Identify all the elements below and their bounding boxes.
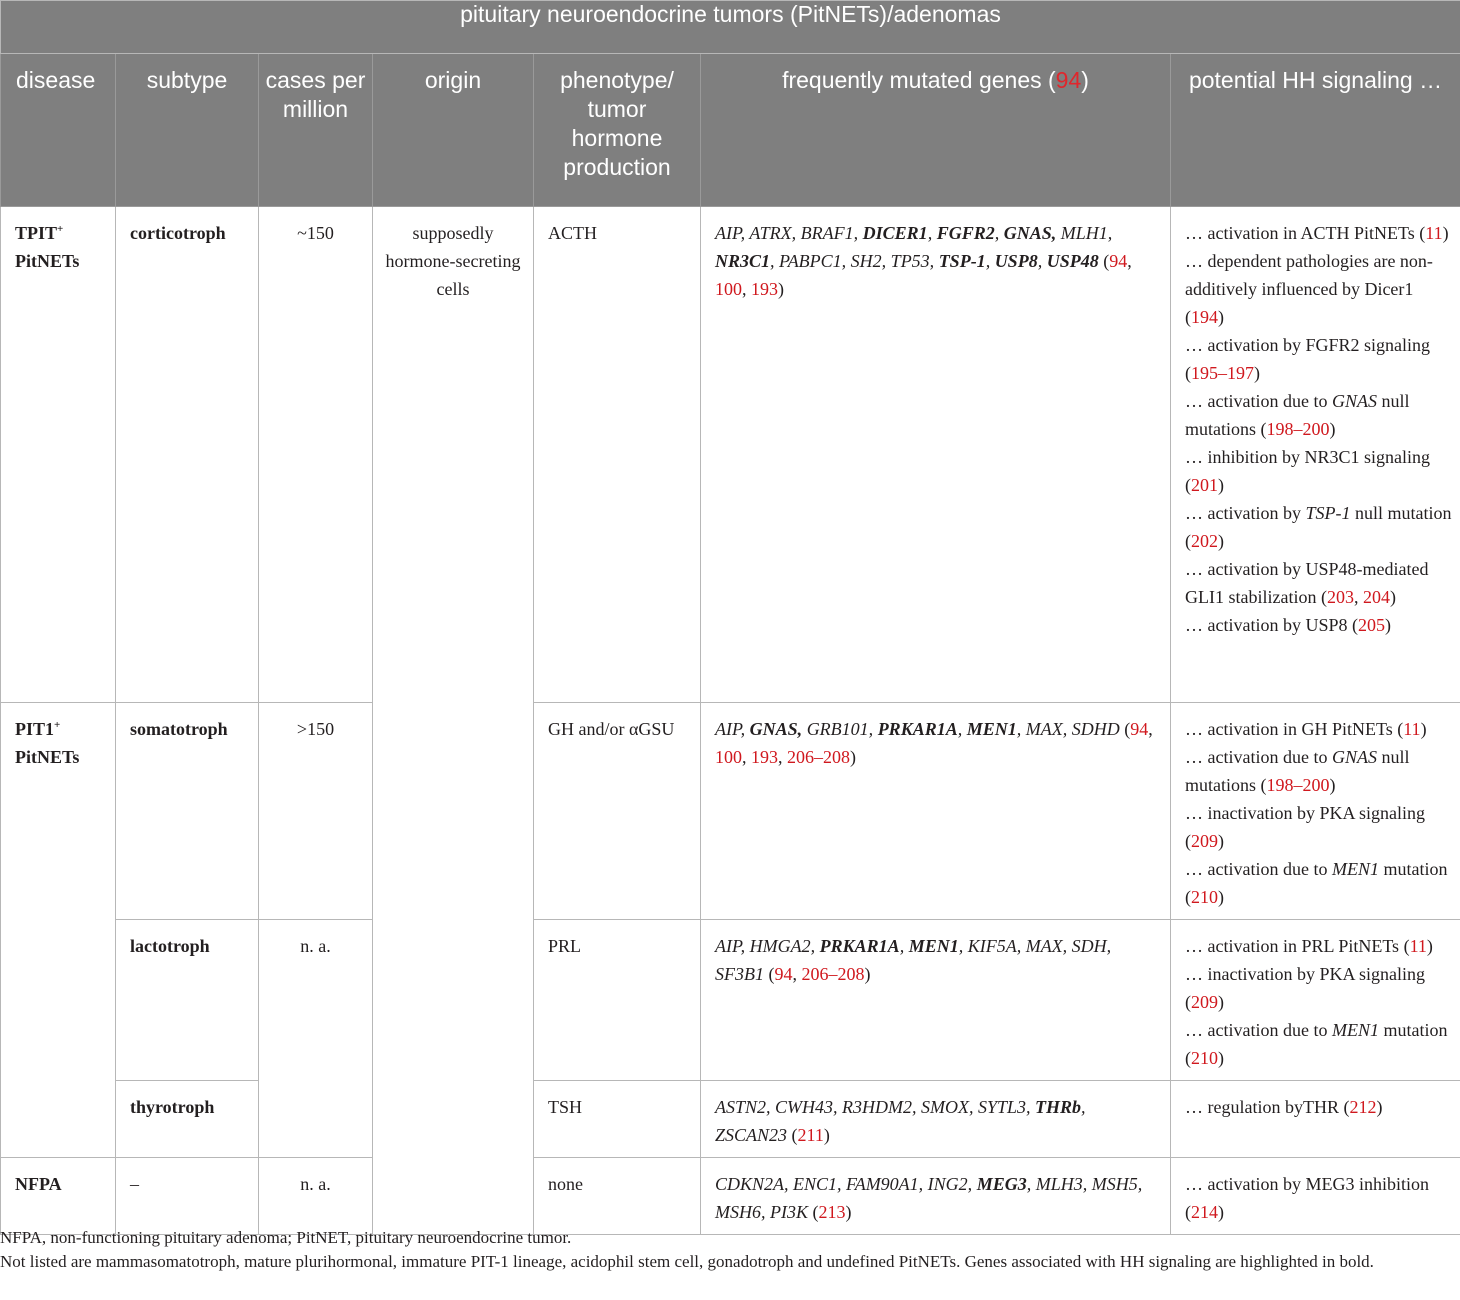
disease-name: TPIT bbox=[15, 223, 58, 243]
genes-cell: AIP, ATRX, BRAF1, DICER1, FGFR2, GNAS, MLH1, NR3C1, PABPC1, SH2, TP53, TSP-1, USP8, USP48 (94, 100, 193) bbox=[701, 207, 1171, 703]
subtype-cell: somatotroph bbox=[116, 703, 259, 920]
genes-cell: AIP, HMGA2, PRKAR1A, MEN1, KIF5A, MAX, SDH, SF3B1 (94, 206–208) bbox=[701, 920, 1171, 1081]
origin-cell: supposedly hormone-secreting cells bbox=[373, 207, 534, 1235]
disease-cell: NFPA bbox=[1, 1158, 116, 1235]
disease-name: PIT1 bbox=[15, 719, 55, 739]
genes-header-text: frequently mutated genes ( bbox=[782, 67, 1056, 93]
hh-cell: … activation by MEG3 inhibition (214) bbox=[1171, 1158, 1460, 1235]
cases-cell: n. a. bbox=[259, 1158, 373, 1235]
cases-cell: n. a. bbox=[259, 920, 373, 1158]
phenotype-cell: GH and/or αGSU bbox=[534, 703, 701, 920]
subtype-cell: thyrotroph bbox=[116, 1081, 259, 1158]
table-footnotes bbox=[0, 1226, 1460, 1274]
disease-suffix: PitNETs bbox=[15, 747, 80, 767]
cases-cell: ~150 bbox=[259, 207, 373, 703]
genes-cell: AIP, GNAS, GRB101, PRKAR1A, MEN1, MAX, SDHD (94, 100, 193, 206–208) bbox=[701, 703, 1171, 920]
genes-cell: CDKN2A, ENC1, FAM90A1, ING2, MEG3, MLH3, MSH5, MSH6, PI3K (213) bbox=[701, 1158, 1171, 1235]
table-row bbox=[1, 1158, 1460, 1235]
phenotype-cell: ACTH bbox=[534, 207, 701, 703]
phenotype-cell: none bbox=[534, 1158, 701, 1235]
col-header-origin: origin bbox=[373, 54, 534, 207]
subtype-cell: lactotroph bbox=[116, 920, 259, 1081]
col-header-phenotype: phenotype/ tumor hormone production bbox=[534, 54, 701, 207]
phenotype-cell: TSH bbox=[534, 1081, 701, 1158]
header-row bbox=[1, 54, 1460, 207]
col-header-cases: cases per million bbox=[259, 54, 373, 207]
subtype-cell: – bbox=[116, 1158, 259, 1235]
hh-cell: … activation in PRL PitNETs (11) … inactivation by PKA signaling (209) … activation due to MEN1 mutation (210) bbox=[1171, 920, 1460, 1081]
footnote-abbreviations: NFPA, non-functioning pituitary adenoma; PitNET, pituitary neuroendocrine tumor. bbox=[0, 1228, 572, 1247]
table-row bbox=[1, 920, 1460, 1081]
col-header-subtype: subtype bbox=[116, 54, 259, 207]
col-header-disease: disease bbox=[1, 54, 116, 207]
disease-cell bbox=[1, 207, 116, 703]
disease-sup: + bbox=[54, 719, 61, 731]
footnote-note: Not listed are mammasomatotroph, mature plurihormonal, immature PIT-1 lineage, acidophil stem cell, gonadotroph and undefined PitNETs. Genes associated with HH signaling are highlighted in bold. bbox=[0, 1252, 1374, 1271]
genes-cell: ASTN2, CWH43, R3HDM2, SMOX, SYTL3, THRb, ZSCAN23 (211) bbox=[701, 1081, 1171, 1158]
cases-cell: >150 bbox=[259, 703, 373, 920]
genes-header-ref: 94 bbox=[1055, 67, 1082, 93]
hh-cell: … activation in GH PitNETs (11) … activation due to GNAS null mutations (198–200) … inactivation by PKA signaling (209) … activation due to MEN1 mutation (210) bbox=[1171, 703, 1460, 920]
disease-suffix: PitNETs bbox=[15, 251, 80, 271]
col-header-hh: potential HH signaling … bbox=[1171, 54, 1460, 207]
hh-cell: … regulation byTHR (212) bbox=[1171, 1081, 1460, 1158]
disease-cell bbox=[1, 703, 116, 1158]
col-header-genes bbox=[701, 54, 1171, 207]
table-row bbox=[1, 1081, 1460, 1158]
phenotype-cell: PRL bbox=[534, 920, 701, 1081]
disease-sup: + bbox=[57, 223, 64, 235]
table-row bbox=[1, 703, 1460, 920]
subtype-cell: corticotroph bbox=[116, 207, 259, 703]
table-title: pituitary neuroendocrine tumors (PitNETs)/adenomas bbox=[1, 1, 1460, 54]
genes-header-close: ) bbox=[1081, 67, 1089, 93]
hh-cell: … activation in ACTH PitNETs (11) … dependent pathologies are non-additively influenced by Dicer1 (194) … activation by FGFR2 signaling (195–197) … activation due to GNAS null mutations (198–200) … inhibition by NR3C1 signaling (201) … activation by TSP-1 null mutation (202) … activation by USP48-mediated GLI1 stabilization (203, 204) … activation by USP8 (205) bbox=[1171, 207, 1460, 703]
table-row bbox=[1, 207, 1460, 703]
